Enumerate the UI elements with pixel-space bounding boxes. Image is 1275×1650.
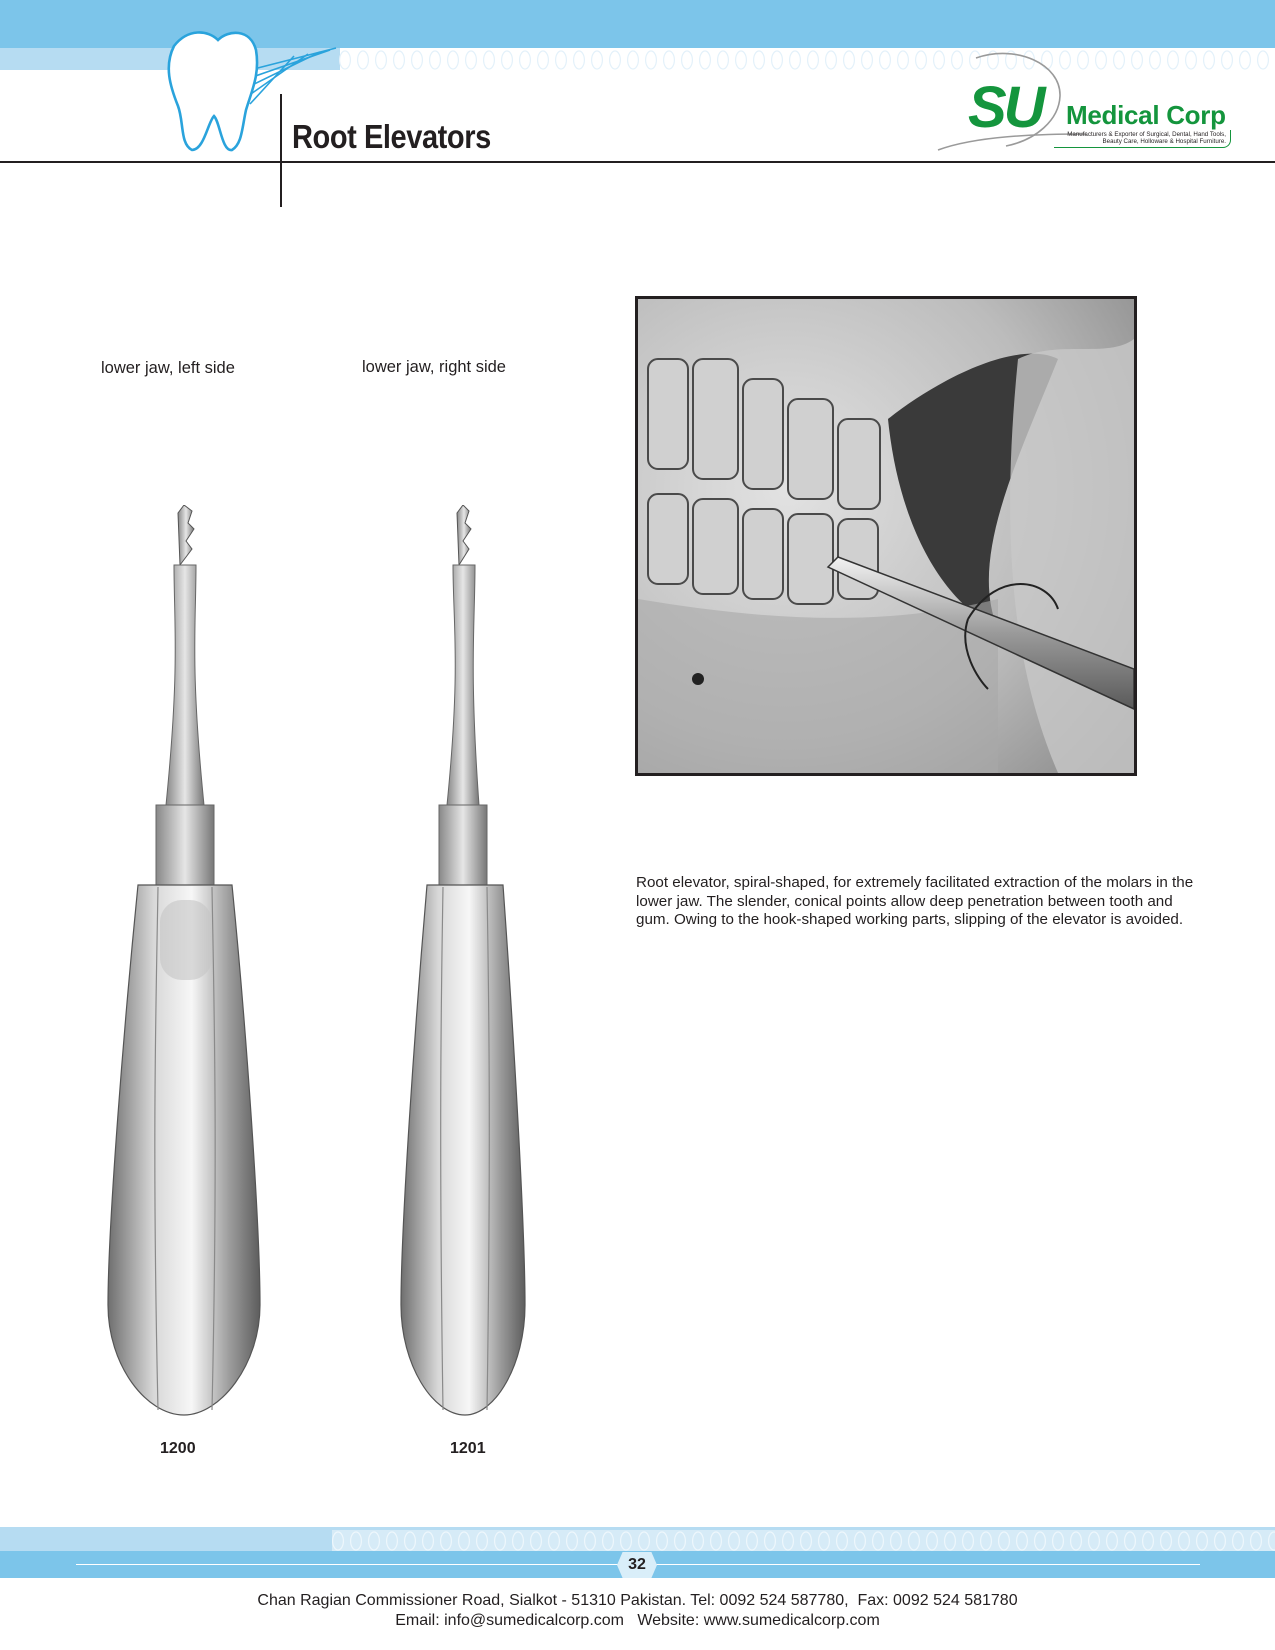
logo-tagline-line1: Manufacturers & Exporter of Surgical, Dental, Hand Tools, bbox=[1067, 131, 1226, 138]
item-number-1200: 1200 bbox=[160, 1440, 196, 1457]
footer-address: Chan Ragian Commissioner Road, Sialkot - 51310 Pakistan. Tel: 0092 524 587780, Fax: 0092 524 581780 bbox=[257, 1592, 1018, 1609]
application-photo bbox=[635, 296, 1137, 776]
footer-pattern bbox=[332, 1530, 1275, 1552]
logo-mark: SU bbox=[968, 75, 1043, 140]
logo-tagline bbox=[1054, 130, 1231, 148]
jaw-illustration bbox=[638, 299, 1134, 773]
logo-company-name: Medical Corp bbox=[1066, 100, 1226, 130]
item-number-1201: 1201 bbox=[450, 1440, 486, 1457]
title-divider bbox=[280, 94, 282, 207]
product-caption-1200: lower jaw, left side bbox=[101, 359, 235, 377]
page-title: Root Elevators bbox=[292, 118, 491, 155]
product-description: Root elevator, spiral-shaped, for extremely facilitated extraction of the molars in the lower jaw. The slender, conical points allow deep penetration between tooth and gum. Owing to the hook-shaped working parts, slipping of the elevator is avoided. bbox=[636, 874, 1194, 928]
instrument-image-1201 bbox=[395, 505, 535, 1420]
footer-contact: Email: info@sumedicalcorp.com Website: www.sumedicalcorp.com bbox=[395, 1612, 880, 1629]
page-number: 32 bbox=[628, 1556, 646, 1573]
header-rule bbox=[0, 161, 1275, 163]
logo-tagline-line2: Beauty Care, Holloware & Hospital Furniture. bbox=[1102, 138, 1226, 146]
company-logo bbox=[936, 50, 1236, 156]
product-caption-1201: lower jaw, right side bbox=[362, 358, 506, 376]
instrument-image-1200 bbox=[100, 505, 270, 1420]
